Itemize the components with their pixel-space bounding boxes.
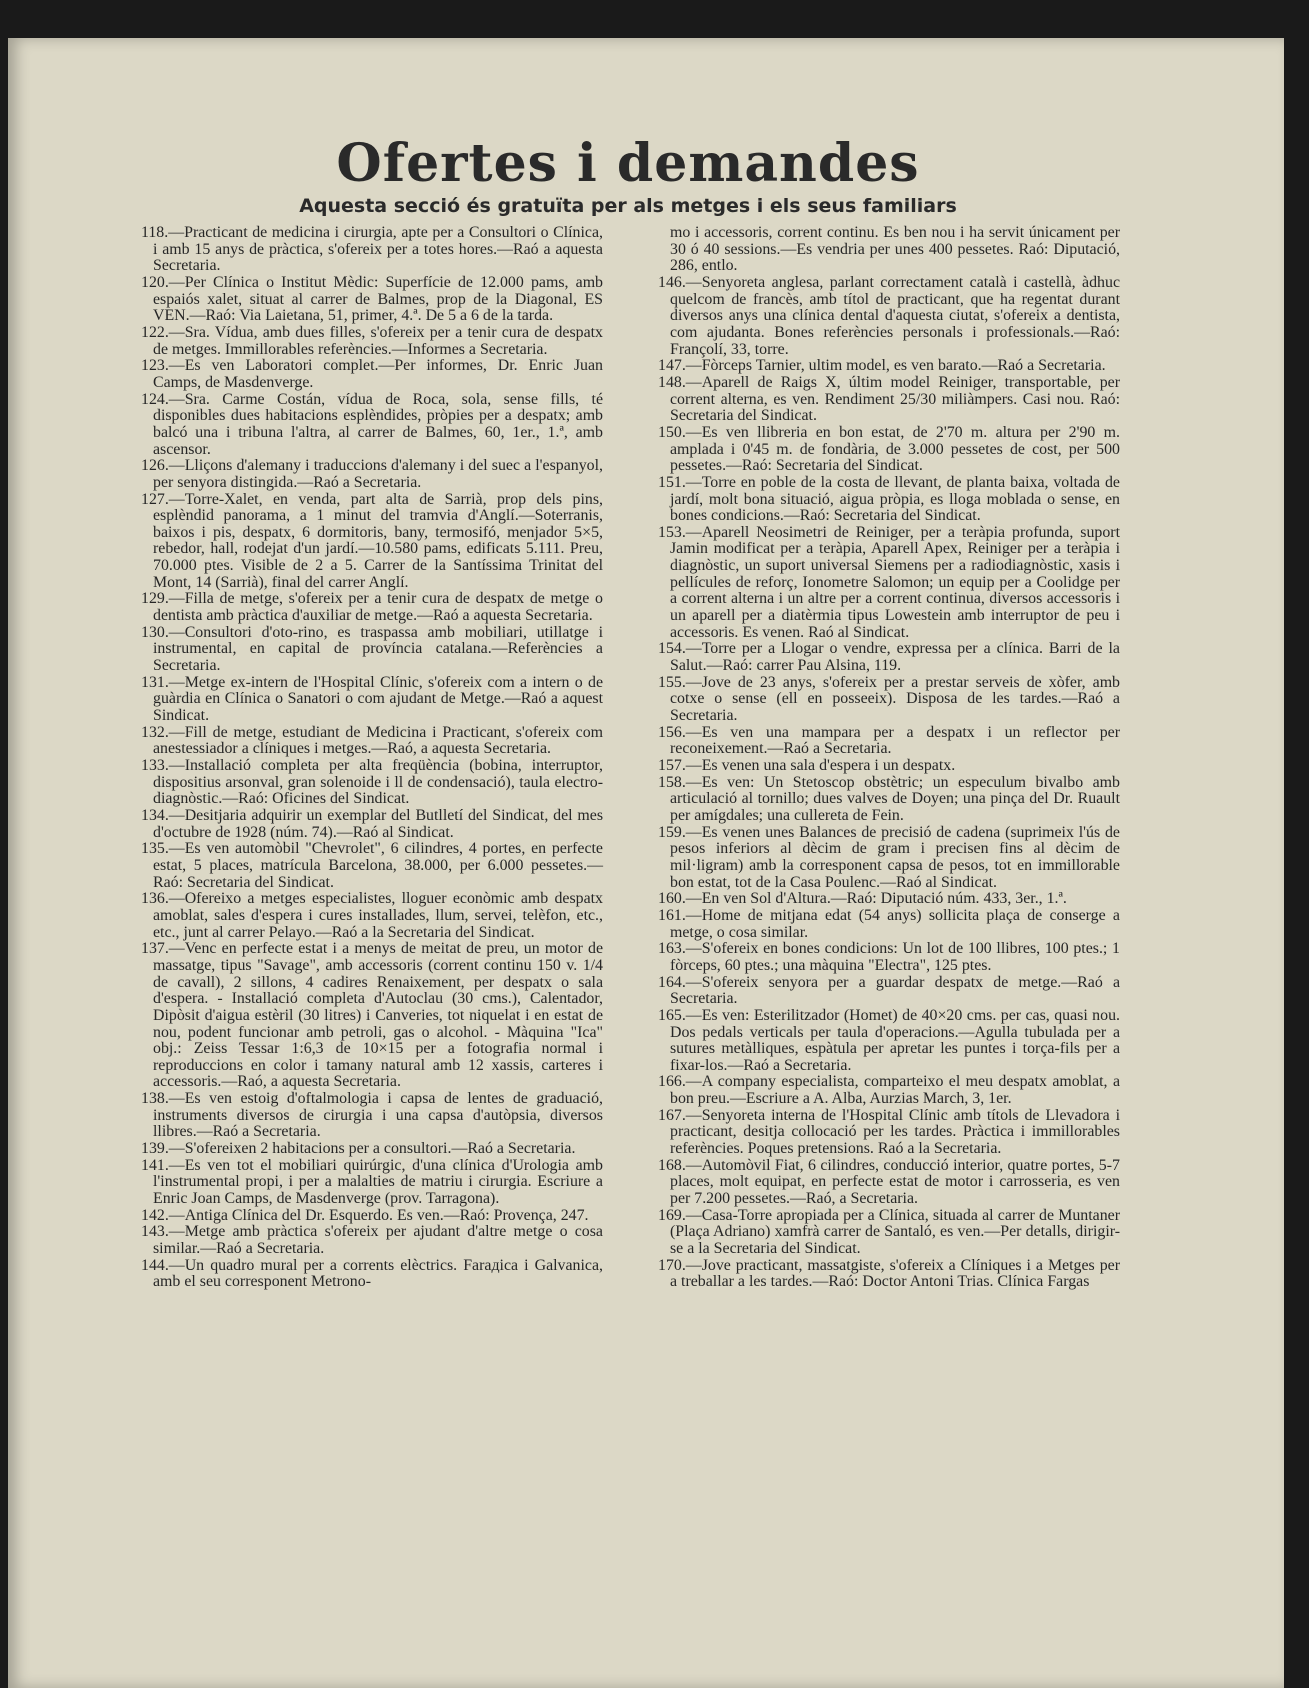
classified-ad: 122.—Sra. Vídua, amb dues filles, s'ofereix per a tenir cura de despatx de metges. Immillorables referències.—Informes a Secretaria. bbox=[141, 323, 603, 358]
classified-ad: 161.—Home de mitjana edat (54 anys) sollicita plaça de conserge a metge, o cosa similar. bbox=[658, 906, 1120, 941]
left-column bbox=[141, 225, 603, 1291]
classified-ad: 166.—A company especialista, comparteixo el meu despatx amoblat, a bon preu.—Escriure a A. Alba, Aurzias March, 3, 1er. bbox=[658, 1073, 1120, 1108]
right-column bbox=[658, 225, 1120, 1291]
classified-ad: 130.—Consultori d'oto-rino, es traspassa amb mobiliari, utillatge i instrumental, en capital de província catalana.—Referències a Secretaria. bbox=[141, 623, 603, 675]
magazine-page bbox=[8, 38, 1284, 1688]
classified-ad: 163.—S'ofereix en bones condicions: Un lot de 100 llibres, 100 ptes.; 1 fòrceps, 60 ptes.; una màquina "Electra", 125 ptes. bbox=[658, 940, 1120, 974]
classified-ad: 135.—Es ven automòbil "Chevrolet", 6 cilindres, 4 portes, en perfecte estat, 5 places, matrícula Barcelona, 38.000, per 6.000 pessetes.—Raó: Secretaria del Sindicat. bbox=[141, 840, 603, 891]
classified-ad: 138.—Es ven estoig d'oftalmologia i capsa de lentes de graduació, instruments diversos de cirurgia i una capsa d'autòpsia, diversos llibres.—Raó a Secretaria. bbox=[141, 1090, 603, 1141]
classified-ad: 134.—Desitjaria adquirir un exemplar del Butlletí del Sindicat, del mes d'octubre de 1928 (núm. 74).—Raó al Sindicat. bbox=[141, 806, 603, 841]
classified-ad: 154.—Torre per a Llogar o vendre, expressa per a clínica. Barri de la Salut.—Raó: carrer Pau Alsina, 119. bbox=[658, 640, 1120, 675]
classified-ad: 164.—S'ofereix senyora per a guardar despatx de metge.—Raó a Secretaria. bbox=[658, 973, 1120, 1008]
classified-ad: 146.—Senyoreta anglesa, parlant correctament català i castellà, àdhuc quelcom de francès, amb títol de practicant, que ha regentat durant diversos anys una clínica dental d'aquesta ciutat, s'ofereix a dentista, com ajudanta. Bones referències personals i professionals.—Raó: Françolí, 33, torre. bbox=[658, 273, 1120, 358]
classified-ad: 153.—Aparell Neosimetri de Reiniger, per a teràpia profunda, suport Jamin modificat per a teràpia, Aparell Apex, Reiniger per a teràpia i diagnòstic, un suport universal Siemens per a radiodiagnòstic, xasis i pellícules de reforç, Ionometre Salomon; un equip per a Coolidge per a corrent alterna i un altre per a corrent continua, diversos accessoris i un aparell per a diatèrmia tipus Lowestein amb interruptor de peu i accessoris. Es venen. Raó al Sindicat. bbox=[658, 523, 1120, 641]
page-title: Ofertes i demandes bbox=[336, 133, 920, 194]
classified-ad: 136.—Ofereixo a metges especialistes, lloguer econòmic amb despatx amoblat, sales d'espera i cures installades, llum, servei, telèfon, etc., etc., junt al carrer Pelayo.—Raó a la Secretaria del Sindicat. bbox=[141, 890, 603, 941]
classified-ad: 147.—Fòrceps Tarnier, ultim model, es ven barato.—Raó a Secretaria. bbox=[658, 357, 1106, 375]
classified-ad: 118.—Practicant de medicina i cirurgia, apte per a Consultori o Clínica, i amb 15 anys de pràctica, s'ofereix per a totes hores.—Raó a aquesta Secretaria. bbox=[141, 224, 603, 275]
classified-ad-continuation: mo i accessoris, corrent continu. Es ben nou i ha servit únicament per 30 ó 40 sessions.—Es vendria per unes 400 pessetes. Raó: Diputació, 286, entlo. bbox=[670, 224, 1120, 275]
classified-ad: 157.—Es venen una sala d'espera i un despatx. bbox=[658, 757, 956, 774]
classified-ad: 143.—Metge amb pràctica s'ofereix per ajudant d'altre metge o cosa similar.—Raó a Secretaria. bbox=[141, 1223, 603, 1258]
classified-ad: 165.—Es ven: Esterilitzador (Homet) de 40×20 cms. per cas, quasi nou. Dos pedals verticals per taula d'operacions.—Agulla tubulada per a sutures metàlliques, espàtula per apretar les puntes i torça-fils per a fixar-los.—Raó a Secretaria. bbox=[658, 1006, 1120, 1074]
classified-ad: 170.—Jove practicant, massatgiste, s'ofereix a Clíniques i a Metges per a treballar a les tardes.—Raó: Doctor Antoni Trias. Clínica Fargas bbox=[658, 1256, 1120, 1291]
classified-ad: 169.—Casa-Torre apropiada per a Clínica, situada al carrer de Muntaner (Plaça Adriano) xamfrà carrer de Santaló, es ven.—Per detalls, dirigir-se a la Secretaria del Sindicat. bbox=[658, 1206, 1120, 1258]
classified-ad: 151.—Torre en poble de la costa de llevant, de planta baixa, voltada de jardí, molt bona situació, aigua pròpia, es lloga moblada o sense, en bones condicions.—Raó: Secretaria del Sindicat. bbox=[658, 473, 1120, 525]
classified-ad: 127.—Torre-Xalet, en venda, part alta de Sarrià, prop dels pins, esplèndid panorama, a 1 minut del tramvia d'Anglí.—Soterranis, baixos i pis, despatx, 6 dormitoris, bany, termosifó, menjador 5×5, rebedor, hall, rodejat d'un jardí.—10.580 pams, edificats 5.111. Preu, 70.000 ptes. Visible de 2 a 5. Carrer de la Santíssima Trinitat del Mont, 14 (Sarrià), final del carrer Anglí. bbox=[141, 490, 603, 591]
classified-ad: 148.—Aparell de Raigs X, últim model Reiniger, transportable, per corrent alterna, es ven. Rendiment 25/30 miliàmpers. Casi nou. Raó: Secretaria del Sindicat. bbox=[658, 373, 1120, 425]
classified-ad: 124.—Sra. Carme Costán, vídua de Roca, sola, sense fills, té disponibles dues habitacions esplèndides, pròpies per a despatx; amb balcó una i tribuna l'altra, al carrer de Balmes, 60, 1er., 1.ª, amb ascensor. bbox=[141, 390, 603, 458]
classified-ad: 155.—Jove de 23 anys, s'ofereix per a prestar serveis de xòfer, amb cotxe o sense (ell en posseeix). Disposa de les tardes.—Raó a Secretaria. bbox=[658, 673, 1120, 725]
classified-ad: 142.—Antiga Clínica del Dr. Esquerdo. Es ven.—Raó: Provença, 247. bbox=[141, 1206, 589, 1224]
classified-ad: 131.—Metge ex-intern de l'Hospital Clínic, s'ofereix com a intern o de guàrdia en Clínica o Sanatori o com ajudant de Metge.—Raó a aquest Sindicat. bbox=[141, 673, 603, 725]
classified-ad: 141.—Es ven tot el mobiliari quirúrgic, d'una clínica d'Urologia amb l'instrumental propi, i per a malalties de matriu i cirurgia. Escriure a Enric Joan Camps, de Masdenverge (prov. Tarragona). bbox=[141, 1156, 603, 1208]
classified-ad: 120.—Per Clínica o Institut Mèdic: Superfície de 12.000 pams, amb espaiós xalet, situat al carrer de Balmes, prop de la Diagonal, ES VEN.—Raó: Via Laietana, 51, primer, 4.ª. De 5 a 6 de la tarda. bbox=[141, 273, 603, 325]
classified-ad: 126.—Lliçons d'alemany i traduccions d'alemany i del suec a l'espanyol, per senyora distingida.—Raó a Secretaria. bbox=[141, 457, 603, 491]
classified-ad: 133.—Installació completa per alta freqüència (bobina, interruptor, dispositius arsonval, gran solenoide i ll de condensació), taula electro-diagnòstic.—Raó: Oficines del Sindicat. bbox=[141, 757, 603, 808]
classified-ad: 137.—Venc en perfecte estat i a menys de meitat de preu, un motor de massatge, tipus "Savage", amb accessoris (corrent continu 150 v. 1/4 de cavall), 2 sillons, 4 cadires Renaixement, per despatx o sala d'espera. - Installació completa d'Autoclau (30 cms.), Calentador, Dipòsit d'aigua estèril (30 litres) i Canveries, tot niquelat i en estat de nou, podent funcionar amb petroli, gas o alcohol. - Màquina "Ica" obj.: Zeiss Tessar 1:6,3 de 10×15 per a fotografia normal i reproduccions en color i tamany natural amb 12 xassis, carteres i accessoris.—Raó, a aquesta Secretaria. bbox=[141, 940, 603, 1091]
classified-ad: 167.—Senyoreta interna de l'Hospital Clínic amb títols de Llevadora i practicant, desitja collocació per les tardes. Pràctica i immillorables referències. Poques pretensions. Raó a la Secretaria. bbox=[658, 1106, 1120, 1158]
classified-ad: 129.—Filla de metge, s'ofereix per a tenir cura de despatx de metge o dentista amb pràctica d'auxiliar de metge.—Raó a aquesta Secretaria. bbox=[141, 590, 603, 625]
classified-ad: 159.—Es venen unes Balances de precisió de cadena (suprimeix l'ús de pesos inferiors al dècim de gram i precisen fins al dècim de mil·ligram) amb la corresponent capsa de pesos, tot en immillorable bon estat, tot de la Casa Poulenc.—Raó al Sindicat. bbox=[658, 823, 1120, 891]
classified-ad: 158.—Es ven: Un Stetoscop obstètric; un especulum bivalbo amb articulació al tornillo; dues valves de Doyen; una pinça del Dr. Ruault per amígdales; una cullereta de Fein. bbox=[658, 773, 1120, 824]
classified-ad: 168.—Automòvil Fiat, 6 cilindres, conducció interior, quatre portes, 5-7 places, molt equipat, en perfecte estat de motor i carrosseria, es ven per 7.200 pessetes.—Raó, a Secretaria. bbox=[658, 1156, 1120, 1208]
classified-ad: 132.—Fill de metge, estudiant de Medicina i Practicant, s'ofereix com anestessiador a clíniques i metges.—Raó, a aquesta Secretaria. bbox=[141, 723, 603, 758]
classified-ad: 123.—Es ven Laboratori complet.—Per informes, Dr. Enric Juan Camps, de Masdenverge. bbox=[141, 357, 603, 391]
classified-ad: 156.—Es ven una mampara per a despatx i un reflector per reconeixement.—Raó a Secretaria. bbox=[658, 723, 1120, 758]
classified-ad: 144.—Un quadro mural per a corrents elèctrics. Farадica i Galvanica, amb el seu corresponent Metrono- bbox=[141, 1256, 603, 1291]
classified-ad: 139.—S'ofereixen 2 habitacions per a consultori.—Raó a Secretaria. bbox=[141, 1140, 576, 1158]
classified-ad: 160.—En ven Sol d'Altura.—Raó: Diputació núm. 433, 3er., 1.ª. bbox=[658, 890, 1067, 908]
page-subtitle: Aquesta secció és gratuïta per als metges i els seus familiars bbox=[299, 195, 957, 217]
classified-ad: 150.—Es ven llibreria en bon estat, de 2'70 m. altura per 2'90 m. amplada i 0'45 m. de fondària, de 3.000 pessetes de cost, per 500 pessetes.—Raó: Secretaria del Sindicat. bbox=[658, 423, 1120, 475]
